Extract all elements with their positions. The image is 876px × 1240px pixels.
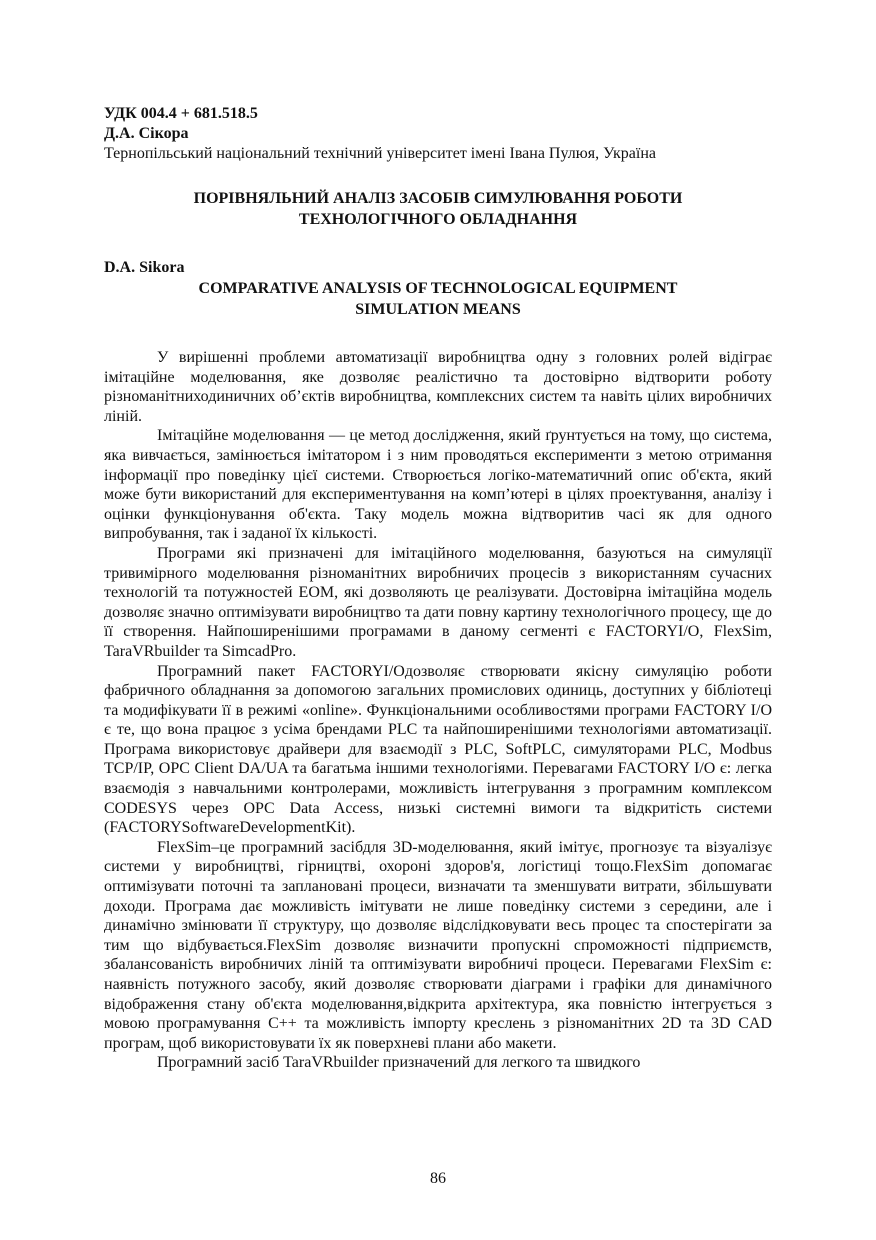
article-body xyxy=(104,348,772,1073)
body-paragraph: FlexSim–це програмний засібдля 3D-моделювання, який імітує, прогнозує та візуалізує системи у виробництві, гірництві, охороні здоров'я, логістиці тощо.FlexSim допомагає оптимізувати поточні та заплановані процеси, визначати та зменшувати витрати, збільшувати доходи. Програма дає можливість імітувати не лише поведінку системи з середини, але і динамічно змінювати її структуру, що дозволяє відслідковувати весь процес та спостерігати за тим що відбувається.FlexSim дозволяє визначити пропускні спроможності підприємств, збалансованість виробничих ліній та оптимізувати виробничі процеси. Перевагами FlexSim є: наявність потужного засобу, який дозволяє створювати діаграми і графіки для динамічного відображення стану об'єкта моделювання,відкрита архітектура, яка повністю інтегрується з мовою програмування C++ та можливість імпорту креслень з різноманітних 2D та 3D CAD програм, щоб використовувати їх як поверхневі плани або макети. xyxy=(104,838,772,1052)
article-title-uk-line-2: ТЕХНОЛОГІЧНОГО ОБЛАДНАННЯ xyxy=(298,211,578,228)
body-paragraph: Імітаційне моделювання — це метод дослідження, який ґрунтується на тому, що система, яка вивчається, замінюється імітатором і з ним проводяться експерименти з метою отримання інформації про поведінку цієї системи. Створюється логіко-математичний опис об'єкта, який може бути використаний для експериментування на комп’ютері в цілях проектування, аналізу і оцінки функціонування об'єкта. Таку модель можна відтворитив часі як для одного випробування, так і заданої їх кількості. xyxy=(104,427,772,543)
article-title-en-line-1: COMPARATIVE ANALYSIS OF TECHNOLOGICAL EQUIPMENT xyxy=(198,280,678,297)
body-paragraph: У вирішенні проблеми автоматизації виробництва одну з головних ролей відіграє імітаційне моделювання, яке дозволяє реалістично та достовірно відтворити роботу різноманітниходиничних об’єктів виробництва, комплексних систем та навіть цілих виробничих ліній. xyxy=(104,349,772,425)
author-name-en: D.A. Sikora xyxy=(104,259,185,276)
body-paragraph: Програмний пакет FACTORYI/Oдозволяє створювати якісну симуляцію роботи фабричного обладнання за допомогою загальних промислових одиниць, доступних у бібліотеці та модифікувати її в режимі «online». Функціональними особливостями програми FACTORY I/O є те, що вона працює з усіма брендами PLC та найпоширенішими технологіями автоматизації. Програма використовує драйвери для взаємодії з PLC, SoftPLC, симуляторами PLC, Modbus TCP/IP, OPC Client DA/UA та багатьма іншими технологіями. Перевагами FACTORY I/O є: легка взаємодія з навчальними контролерами, можливість інтегрування з програмним комплексом CODESYS через OPC Data Access, низькі системні вимоги та відкритість системи (FACTORYSoftwareDevelopmentKit). xyxy=(104,662,772,837)
author-affiliation: Тернопільський національний технічний університет імені Івана Пулюя, Україна xyxy=(104,145,656,162)
body-paragraph: Програми які призначені для імітаційного моделювання, базуються на симуляції тривимірного моделювання різноманітних виробничих процесів з використанням сучасних технологій та потужностей ЕОМ, які дозволяють це реалізувати. Достовірна імітаційна модель дозволяє значно оптимізувати виробництво та дати повну картину технологічного процесу, ще до її створення. Найпоширенішими програмами в даному сегменті є FACTORYI/O, FlexSim, TaraVRbuilder та SimcadPro. xyxy=(104,544,772,660)
udc-code: УДК 004.4 + 681.518.5 xyxy=(104,105,258,122)
author-name-uk: Д.А. Сікора xyxy=(104,125,189,142)
article-title-en-line-2: SIMULATION MEANS xyxy=(355,301,521,318)
article-page xyxy=(104,104,772,1073)
article-title-uk xyxy=(104,188,772,230)
body-paragraph: Програмний засіб TaraVRbuilder призначений для легкого та швидкого xyxy=(157,1054,641,1072)
page-number: 86 xyxy=(430,1170,446,1187)
article-title-uk-line-1: ПОРІВНЯЛЬНИЙ АНАЛІЗ ЗАСОБІВ СИМУЛЮВАННЯ РОБОТИ xyxy=(193,190,683,207)
article-title-en xyxy=(104,278,772,320)
